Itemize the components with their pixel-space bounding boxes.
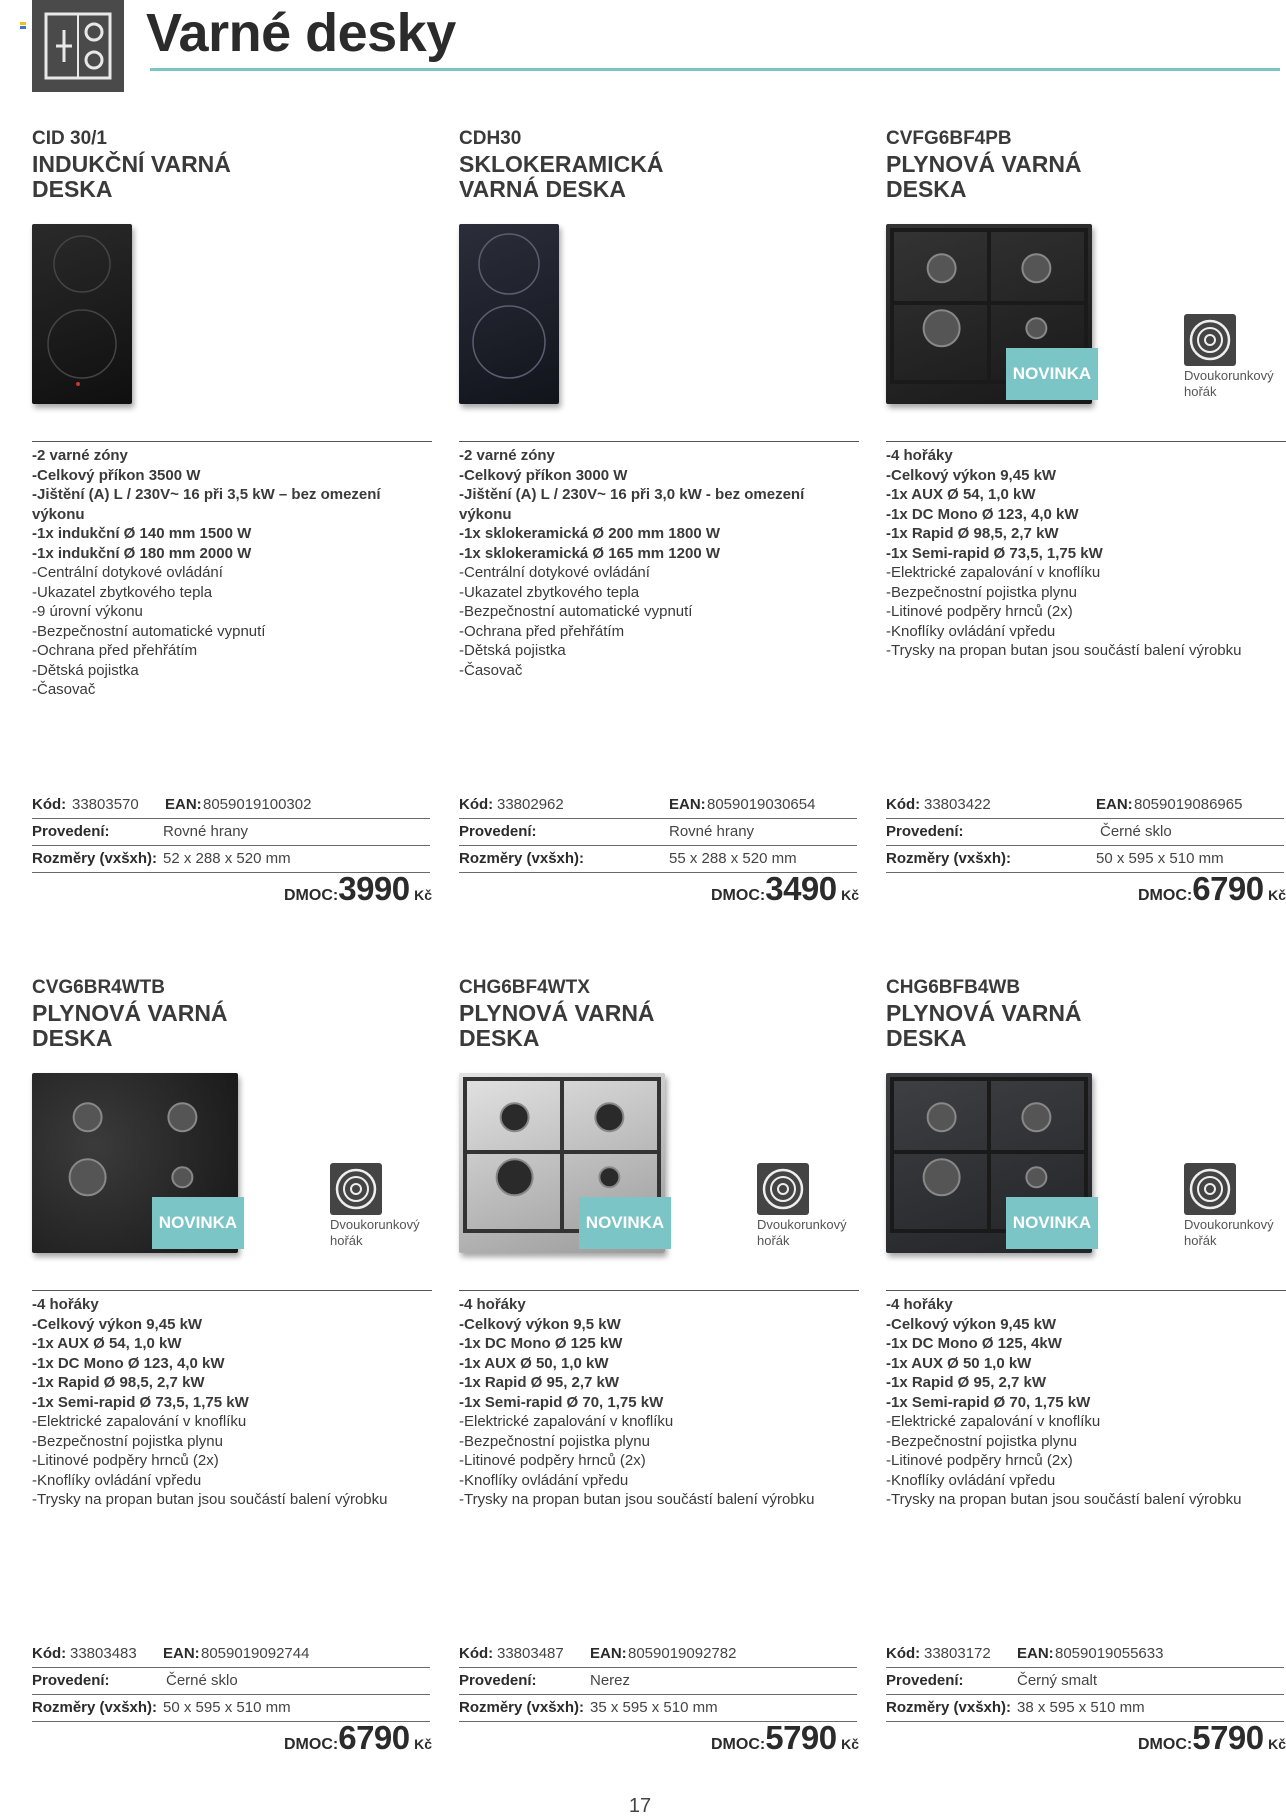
price: [1138, 870, 1286, 908]
feature-item: -Celkový příkon 3000 W: [459, 466, 628, 484]
product-image-area: [459, 224, 859, 414]
product-model: CHG6BFB4WB: [886, 977, 1021, 998]
divider: [32, 441, 432, 442]
ean-value: 8059019030654: [707, 796, 816, 813]
finish-value: Černé sklo: [1100, 823, 1172, 840]
product-card: [886, 128, 1286, 908]
feature-item: -1x DC Mono Ø 123, 4,0 kW: [32, 1354, 225, 1372]
finish-value: Černé sklo: [166, 1672, 238, 1689]
feature-item: -Elektrické zapalování v knoflíku: [886, 564, 1101, 581]
feature-item: výkonu: [459, 505, 512, 523]
feature-item: -Centrální dotykové ovládání: [32, 564, 223, 581]
price-value: 5790: [1192, 1719, 1264, 1756]
feature-item: -2 varné zóny: [459, 447, 555, 464]
dimensions-value: 50 x 595 x 510 mm: [163, 1699, 291, 1716]
ceramic-hob-image: [459, 224, 559, 404]
spec-row-finish: [32, 819, 430, 846]
finish-value: Rovné hrany: [669, 823, 755, 840]
code-label: Kód:: [886, 796, 921, 813]
divider: [459, 441, 859, 442]
feature-item: -Elektrické zapalování v knoflíku: [886, 1413, 1101, 1430]
spec-row-code: [459, 1641, 857, 1668]
feature-item: -Ukazatel zbytkového tepla: [32, 583, 213, 601]
feature-item: -2 varné zóny: [32, 447, 128, 464]
feature-item: -4 hořáky: [886, 447, 953, 464]
feature-item: výkonu: [32, 505, 85, 523]
spec-table: [459, 1641, 857, 1722]
feature-item: -1x sklokeramická Ø 200 mm 1800 W: [459, 525, 720, 542]
feature-item: -Ochrana před přehřátím: [459, 622, 625, 640]
code-value: 33803422: [924, 796, 991, 813]
induction-hob-image: [32, 224, 132, 404]
price-currency: Kč: [414, 887, 432, 903]
price: [711, 1719, 859, 1757]
divider: [886, 1290, 1286, 1291]
spec-table: [459, 792, 857, 873]
dual-crown-burner-badge: [1184, 1163, 1284, 1249]
price-currency: Kč: [841, 1736, 859, 1752]
feature-list: [886, 1295, 1286, 1510]
dual-crown-burner-icon: [1184, 1163, 1236, 1215]
price: [284, 1719, 432, 1757]
new-badge: NOVINKA: [1006, 348, 1098, 400]
feature-item: -Litinové podpěry hrnců (2x): [32, 1452, 219, 1469]
finish-label: Provedení:: [886, 823, 964, 840]
feature-item: -Celkový příkon 3500 W: [32, 466, 201, 484]
spec-row-dimensions: [32, 846, 430, 873]
finish-label: Provedení:: [459, 823, 537, 840]
ean-value: 8059019092744: [201, 1645, 310, 1662]
feature-item: -1x AUX Ø 50 1,0 kW: [886, 1354, 1032, 1372]
feature-item: -Trysky na propan butan jsou součástí balení výrobku: [886, 642, 1242, 659]
ean-label: EAN:: [1017, 1645, 1054, 1662]
spec-row-finish: [459, 1668, 857, 1695]
price: [711, 870, 859, 908]
dual-crown-burner-label: Dvoukorunkový hořák: [330, 1217, 420, 1248]
feature-item: -1x Semi-rapid Ø 73,5, 1,75 kW: [32, 1393, 249, 1411]
price-label: DMOC:: [711, 887, 766, 904]
title-divider: [150, 68, 1280, 71]
spec-row-code: [32, 792, 430, 819]
product-title: PLYNOVÁ VARNÁ DESKA: [886, 151, 1082, 202]
color-mark: [20, 22, 26, 25]
divider: [886, 441, 1286, 442]
feature-item: -Centrální dotykové ovládání: [459, 564, 650, 581]
product-title: PLYNOVÁ VARNÁ DESKA: [886, 1000, 1082, 1051]
product-image-area: [459, 1073, 859, 1263]
feature-list: [459, 1295, 859, 1510]
finish-label: Provedení:: [32, 1672, 110, 1689]
price: [284, 870, 432, 908]
dimensions-label: Rozměry (vxšxh):: [32, 1699, 158, 1716]
dimensions-value: 52 x 288 x 520 mm: [163, 850, 291, 867]
feature-item: -Trysky na propan butan jsou součástí balení výrobku: [32, 1491, 388, 1508]
price-label: DMOC:: [1138, 1736, 1193, 1753]
feature-item: -1x DC Mono Ø 123, 4,0 kW: [886, 505, 1079, 523]
feature-item: -1x AUX Ø 50, 1,0 kW: [459, 1354, 609, 1372]
feature-item: -1x Semi-rapid Ø 73,5, 1,75 kW: [886, 544, 1103, 562]
code-value: 33803172: [924, 1645, 991, 1662]
price-value: 3990: [338, 870, 410, 907]
dimensions-label: Rozměry (vxšxh):: [459, 850, 585, 867]
feature-item: -4 hořáky: [32, 1296, 99, 1313]
feature-item: -Celkový výkon 9,45 kW: [32, 1315, 203, 1333]
price-currency: Kč: [414, 1736, 432, 1752]
product-title: INDUKČNÍ VARNÁ DESKA: [32, 151, 231, 202]
feature-item: -Dětská pojistka: [32, 661, 139, 679]
feature-item: -1x AUX Ø 54, 1,0 kW: [32, 1335, 182, 1352]
price-label: DMOC:: [711, 1736, 766, 1753]
spec-row-finish: [32, 1668, 430, 1695]
product-title: PLYNOVÁ VARNÁ DESKA: [32, 1000, 228, 1051]
feature-item: -Knoflíky ovládání vpředu: [886, 622, 1056, 640]
price-value: 6790: [1192, 870, 1264, 907]
new-badge: NOVINKA: [152, 1197, 244, 1249]
product-model: CVG6BR4WTB: [32, 977, 166, 998]
product-model: CID 30/1: [32, 128, 107, 149]
price-value: 5790: [765, 1719, 837, 1756]
ean-label: EAN:: [590, 1645, 627, 1662]
dual-crown-burner-label: Dvoukorunkový hořák: [1184, 1217, 1274, 1248]
feature-item: -Knoflíky ovládání vpředu: [32, 1471, 202, 1489]
product-card: [459, 977, 859, 1757]
feature-item: -9 úrovní výkonu: [32, 603, 143, 620]
feature-item: -Bezpečnostní pojistka plynu: [32, 1432, 223, 1450]
product-image-area: [32, 1073, 432, 1263]
spec-row-finish: [886, 819, 1284, 846]
dimensions-label: Rozměry (vxšxh):: [459, 1699, 585, 1716]
price-currency: Kč: [841, 887, 859, 903]
dimensions-value: 38 x 595 x 510 mm: [1017, 1699, 1145, 1716]
price-value: 6790: [338, 1719, 410, 1756]
feature-item: -Časovač: [459, 661, 523, 679]
product-image-area: [32, 224, 432, 414]
feature-item: -Bezpečnostní pojistka plynu: [459, 1432, 650, 1450]
spec-row-code: [886, 792, 1284, 819]
product-model: CDH30: [459, 128, 522, 149]
feature-item: -1x Rapid Ø 95, 2,7 kW: [459, 1374, 620, 1391]
spec-row-code: [32, 1641, 430, 1668]
spec-row-code: [459, 792, 857, 819]
dimensions-label: Rozměry (vxšxh):: [886, 850, 1012, 867]
dual-crown-burner-label: Dvoukorunkový hořák: [757, 1217, 847, 1248]
ean-value: 8059019086965: [1134, 796, 1243, 813]
dimensions-value: 50 x 595 x 510 mm: [1096, 850, 1224, 867]
feature-item: -Dětská pojistka: [459, 642, 566, 659]
finish-label: Provedení:: [32, 823, 110, 840]
feature-item: -1x indukční Ø 140 mm 1500 W: [32, 525, 252, 542]
page-number: 17: [628, 1795, 652, 1817]
new-badge: NOVINKA: [579, 1197, 671, 1249]
code-label: Kód:: [32, 1645, 67, 1662]
spec-row-finish: [886, 1668, 1284, 1695]
dimensions-value: 35 x 595 x 510 mm: [590, 1699, 718, 1716]
finish-value: Černý smalt: [1017, 1672, 1098, 1689]
ean-label: EAN:: [165, 796, 202, 813]
feature-list: [32, 446, 432, 700]
feature-item: -Časovač: [32, 681, 96, 698]
feature-item: -Bezpečnostní automatické vypnutí: [32, 622, 266, 640]
feature-item: -Elektrické zapalování v knoflíku: [459, 1413, 674, 1430]
finish-value: Rovné hrany: [163, 823, 249, 840]
feature-item: -4 hořáky: [459, 1296, 526, 1313]
spec-table: [32, 1641, 430, 1722]
feature-item: -1x DC Mono Ø 125, 4kW: [886, 1335, 1062, 1352]
hob-category-icon: [32, 0, 124, 92]
feature-item: -1x Semi-rapid Ø 70, 1,75 kW: [886, 1393, 1091, 1411]
feature-item: -1x DC Mono Ø 125 kW: [459, 1335, 623, 1352]
feature-item: -Ochrana před přehřátím: [32, 642, 198, 659]
ean-label: EAN:: [163, 1645, 200, 1662]
feature-item: -Ukazatel zbytkového tepla: [459, 583, 640, 601]
feature-item: -Litinové podpěry hrnců (2x): [459, 1452, 646, 1469]
spec-row-finish: [459, 819, 857, 846]
feature-item: -Bezpečnostní pojistka plynu: [886, 583, 1077, 601]
feature-item: -Celkový výkon 9,45 kW: [886, 466, 1057, 484]
code-label: Kód:: [32, 796, 67, 813]
divider: [459, 1290, 859, 1291]
spec-table: [886, 1641, 1284, 1722]
code-label: Kód:: [459, 1645, 494, 1662]
dual-crown-burner-icon: [330, 1163, 382, 1215]
feature-item: -Celkový výkon 9,45 kW: [886, 1315, 1057, 1333]
price-label: DMOC:: [284, 1736, 339, 1753]
feature-item: -1x Rapid Ø 95, 2,7 kW: [886, 1374, 1047, 1391]
dimensions-label: Rozměry (vxšxh):: [886, 1699, 1012, 1716]
code-value: 33803483: [70, 1645, 137, 1662]
feature-item: -Bezpečnostní pojistka plynu: [886, 1432, 1077, 1450]
feature-list: [459, 446, 859, 680]
spec-row-dimensions: [886, 846, 1284, 873]
finish-label: Provedení:: [459, 1672, 537, 1689]
code-value: 33803487: [497, 1645, 564, 1662]
feature-item: -Bezpečnostní automatické vypnutí: [459, 603, 693, 620]
product-card: [32, 977, 432, 1757]
feature-item: -Trysky na propan butan jsou součástí balení výrobku: [459, 1491, 815, 1508]
dimensions-label: Rozměry (vxšxh):: [32, 850, 158, 867]
spec-row-dimensions: [886, 1695, 1284, 1722]
ean-value: 8059019100302: [203, 796, 312, 813]
spec-table: [886, 792, 1284, 873]
feature-item: -1x Rapid Ø 98,5, 2,7 kW: [32, 1374, 205, 1391]
finish-value: Nerez: [590, 1672, 631, 1689]
feature-item: -Jištění (A) L / 230V~ 16 při 3,5 kW – bez omezení: [32, 486, 381, 503]
dimensions-value: 55 x 288 x 520 mm: [669, 850, 797, 867]
feature-item: -1x sklokeramická Ø 165 mm 1200 W: [459, 544, 720, 562]
dual-crown-burner-icon: [1184, 314, 1236, 366]
dual-crown-burner-badge: [1184, 314, 1284, 400]
feature-item: -1x Semi-rapid Ø 70, 1,75 kW: [459, 1393, 664, 1411]
price: [1138, 1719, 1286, 1757]
page-title: Varné desky: [146, 3, 456, 63]
ean-value: 8059019055633: [1055, 1645, 1164, 1662]
ean-value: 8059019092782: [628, 1645, 737, 1662]
spec-row-dimensions: [32, 1695, 430, 1722]
product-title: PLYNOVÁ VARNÁ DESKA: [459, 1000, 655, 1051]
product-card: [32, 128, 432, 908]
feature-item: -Litinové podpěry hrnců (2x): [886, 1452, 1073, 1469]
product-model: CHG6BF4WTX: [459, 977, 590, 998]
price-label: DMOC:: [1138, 887, 1193, 904]
feature-item: -4 hořáky: [886, 1296, 953, 1313]
dual-crown-burner-badge: [330, 1163, 430, 1249]
feature-list: [32, 1295, 432, 1510]
divider: [32, 1290, 432, 1291]
feature-item: -Litinové podpěry hrnců (2x): [886, 603, 1073, 620]
feature-item: -1x indukční Ø 180 mm 2000 W: [32, 544, 252, 562]
price-currency: Kč: [1268, 1736, 1286, 1752]
dual-crown-burner-icon: [757, 1163, 809, 1215]
spec-table: [32, 792, 430, 873]
code-value: 33802962: [497, 796, 564, 813]
product-image-area: [886, 224, 1286, 414]
feature-item: -Knoflíky ovládání vpředu: [886, 1471, 1056, 1489]
product-title: SKLOKERAMICKÁ VARNÁ DESKA: [459, 151, 664, 202]
price-label: DMOC:: [284, 887, 339, 904]
dual-crown-burner-label: Dvoukorunkový hořák: [1184, 368, 1274, 399]
code-label: Kód:: [459, 796, 494, 813]
product-card: [459, 128, 859, 908]
feature-item: -Knoflíky ovládání vpředu: [459, 1471, 629, 1489]
page-header: [0, 0, 1280, 100]
feature-item: -Celkový výkon 9,5 kW: [459, 1315, 621, 1333]
product-card: [886, 977, 1286, 1757]
feature-item: -Elektrické zapalování v knoflíku: [32, 1413, 247, 1430]
dual-crown-burner-badge: [757, 1163, 857, 1249]
feature-list: [886, 446, 1286, 661]
code-label: Kód:: [886, 1645, 921, 1662]
price-currency: Kč: [1268, 887, 1286, 903]
price-value: 3490: [765, 870, 837, 907]
finish-label: Provedení:: [886, 1672, 964, 1689]
spec-row-dimensions: [459, 1695, 857, 1722]
ean-label: EAN:: [669, 796, 706, 813]
new-badge: NOVINKA: [1006, 1197, 1098, 1249]
feature-item: -Jištění (A) L / 230V~ 16 při 3,0 kW - bez omezení: [459, 486, 805, 503]
feature-item: -1x AUX Ø 54, 1,0 kW: [886, 486, 1036, 503]
spec-row-dimensions: [459, 846, 857, 873]
feature-item: -1x Rapid Ø 98,5, 2,7 kW: [886, 525, 1059, 542]
feature-item: -Trysky na propan butan jsou součástí balení výrobku: [886, 1491, 1242, 1508]
color-mark: [20, 26, 26, 29]
code-value: 33803570: [72, 796, 139, 813]
product-model: CVFG6BF4PB: [886, 128, 1012, 149]
spec-row-code: [886, 1641, 1284, 1668]
product-image-area: [886, 1073, 1286, 1263]
ean-label: EAN:: [1096, 796, 1133, 813]
